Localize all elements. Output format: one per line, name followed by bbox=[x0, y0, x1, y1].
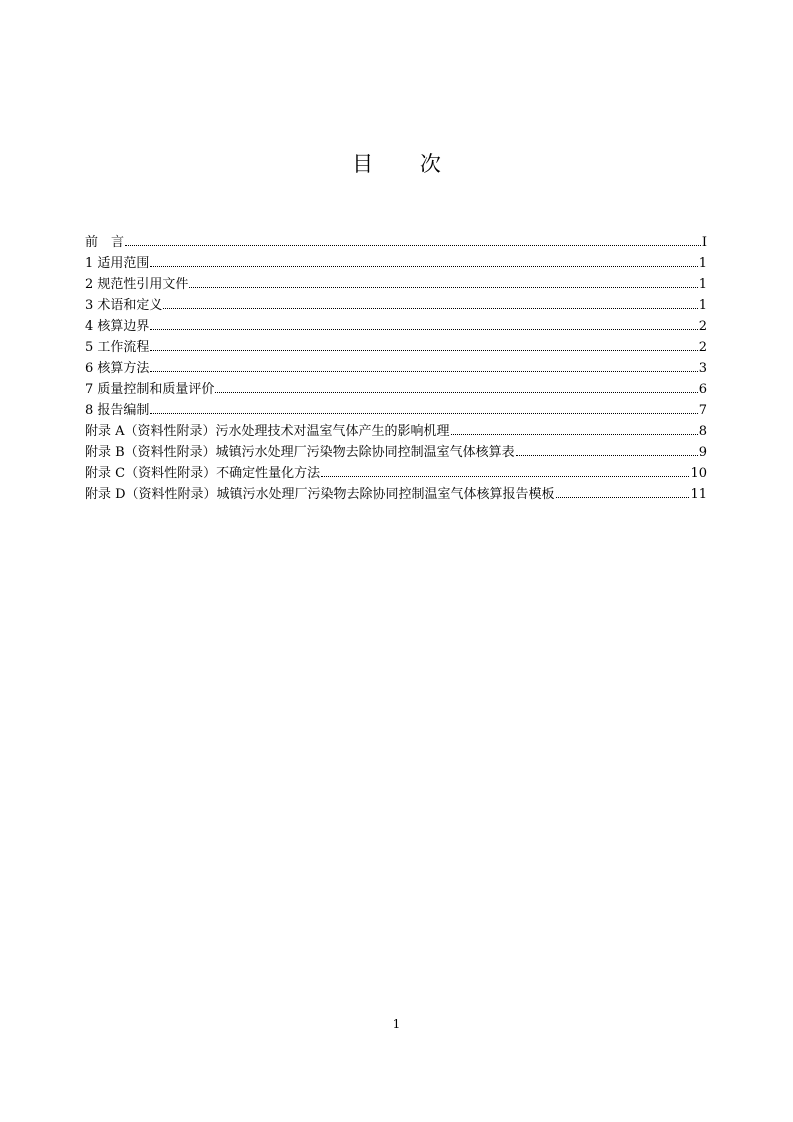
toc-entry-label: 附录 C（资料性附录）不确定性量化方法 bbox=[85, 466, 321, 481]
toc-leader-dots bbox=[516, 455, 698, 456]
toc-entry-accounting-boundary[interactable] bbox=[85, 316, 707, 337]
toc-entry-page: 8 bbox=[698, 424, 707, 439]
toc-entry-label: 7 质量控制和质量评价 bbox=[85, 382, 215, 397]
toc-leader-dots bbox=[215, 392, 697, 393]
toc-entry-page: 1 bbox=[698, 256, 707, 271]
toc-entry-foreword[interactable] bbox=[85, 232, 707, 253]
toc-entry-accounting-methods[interactable] bbox=[85, 358, 707, 379]
toc-entry-page: 9 bbox=[698, 445, 707, 460]
toc-entry-label: 1 适用范围 bbox=[85, 256, 150, 271]
toc-leader-dots bbox=[150, 413, 697, 414]
toc-entry-page: 10 bbox=[690, 466, 707, 481]
toc-entry-appendix-d[interactable] bbox=[85, 484, 707, 505]
toc-entry-appendix-a[interactable] bbox=[85, 421, 707, 442]
toc-entry-label: 8 报告编制 bbox=[85, 403, 150, 418]
toc-leader-dots bbox=[150, 329, 697, 330]
toc-entry-page: I bbox=[701, 235, 707, 250]
toc-leader-dots bbox=[150, 266, 697, 267]
toc-entry-page: 3 bbox=[698, 361, 707, 376]
toc-entry-label: 2 规范性引用文件 bbox=[85, 277, 189, 292]
toc-leader-dots bbox=[150, 371, 697, 372]
toc-entry-quality-control[interactable] bbox=[85, 379, 707, 400]
toc-entry-page: 2 bbox=[698, 340, 707, 355]
toc-entry-label: 4 核算边界 bbox=[85, 319, 150, 334]
toc-entry-report-preparation[interactable] bbox=[85, 400, 707, 421]
toc-entry-page: 7 bbox=[698, 403, 707, 418]
toc-leader-dots bbox=[451, 434, 698, 435]
toc-leader-dots bbox=[556, 497, 690, 498]
toc-entry-label: 附录 A（资料性附录）污水处理技术对温室气体产生的影响机理 bbox=[85, 424, 450, 439]
toc-entry-workflow[interactable] bbox=[85, 337, 707, 358]
toc-leader-dots bbox=[125, 245, 701, 246]
toc-entry-label: 附录 B（资料性附录）城镇污水处理厂污染物去除协同控制温室气体核算表 bbox=[85, 445, 515, 460]
toc-leader-dots bbox=[189, 287, 697, 288]
toc-entry-page: 6 bbox=[698, 382, 707, 397]
toc-entry-page: 1 bbox=[698, 277, 707, 292]
toc-entry-scope[interactable] bbox=[85, 253, 707, 274]
toc-entry-label: 前 言 bbox=[85, 235, 125, 250]
toc-entry-label: 6 核算方法 bbox=[85, 361, 150, 376]
page-title: 目 次 bbox=[352, 152, 461, 176]
toc-entry-appendix-c[interactable] bbox=[85, 463, 707, 484]
toc-entry-page: 1 bbox=[698, 298, 707, 313]
toc-entry-label: 附录 D（资料性附录）城镇污水处理厂污染物去除协同控制温室气体核算报告模板 bbox=[85, 487, 555, 502]
toc-entry-page: 2 bbox=[698, 319, 707, 334]
toc-entry-normative-references[interactable] bbox=[85, 274, 707, 295]
toc-leader-dots bbox=[150, 350, 697, 351]
toc-entry-label: 3 术语和定义 bbox=[85, 298, 163, 313]
table-of-contents bbox=[85, 232, 707, 505]
toc-leader-dots bbox=[321, 476, 689, 477]
toc-entry-label: 5 工作流程 bbox=[85, 340, 150, 355]
toc-entry-terms-definitions[interactable] bbox=[85, 295, 707, 316]
toc-entry-page: 11 bbox=[690, 487, 707, 502]
toc-leader-dots bbox=[163, 308, 697, 309]
page-number: 1 bbox=[392, 1017, 401, 1031]
toc-entry-appendix-b[interactable] bbox=[85, 442, 707, 463]
